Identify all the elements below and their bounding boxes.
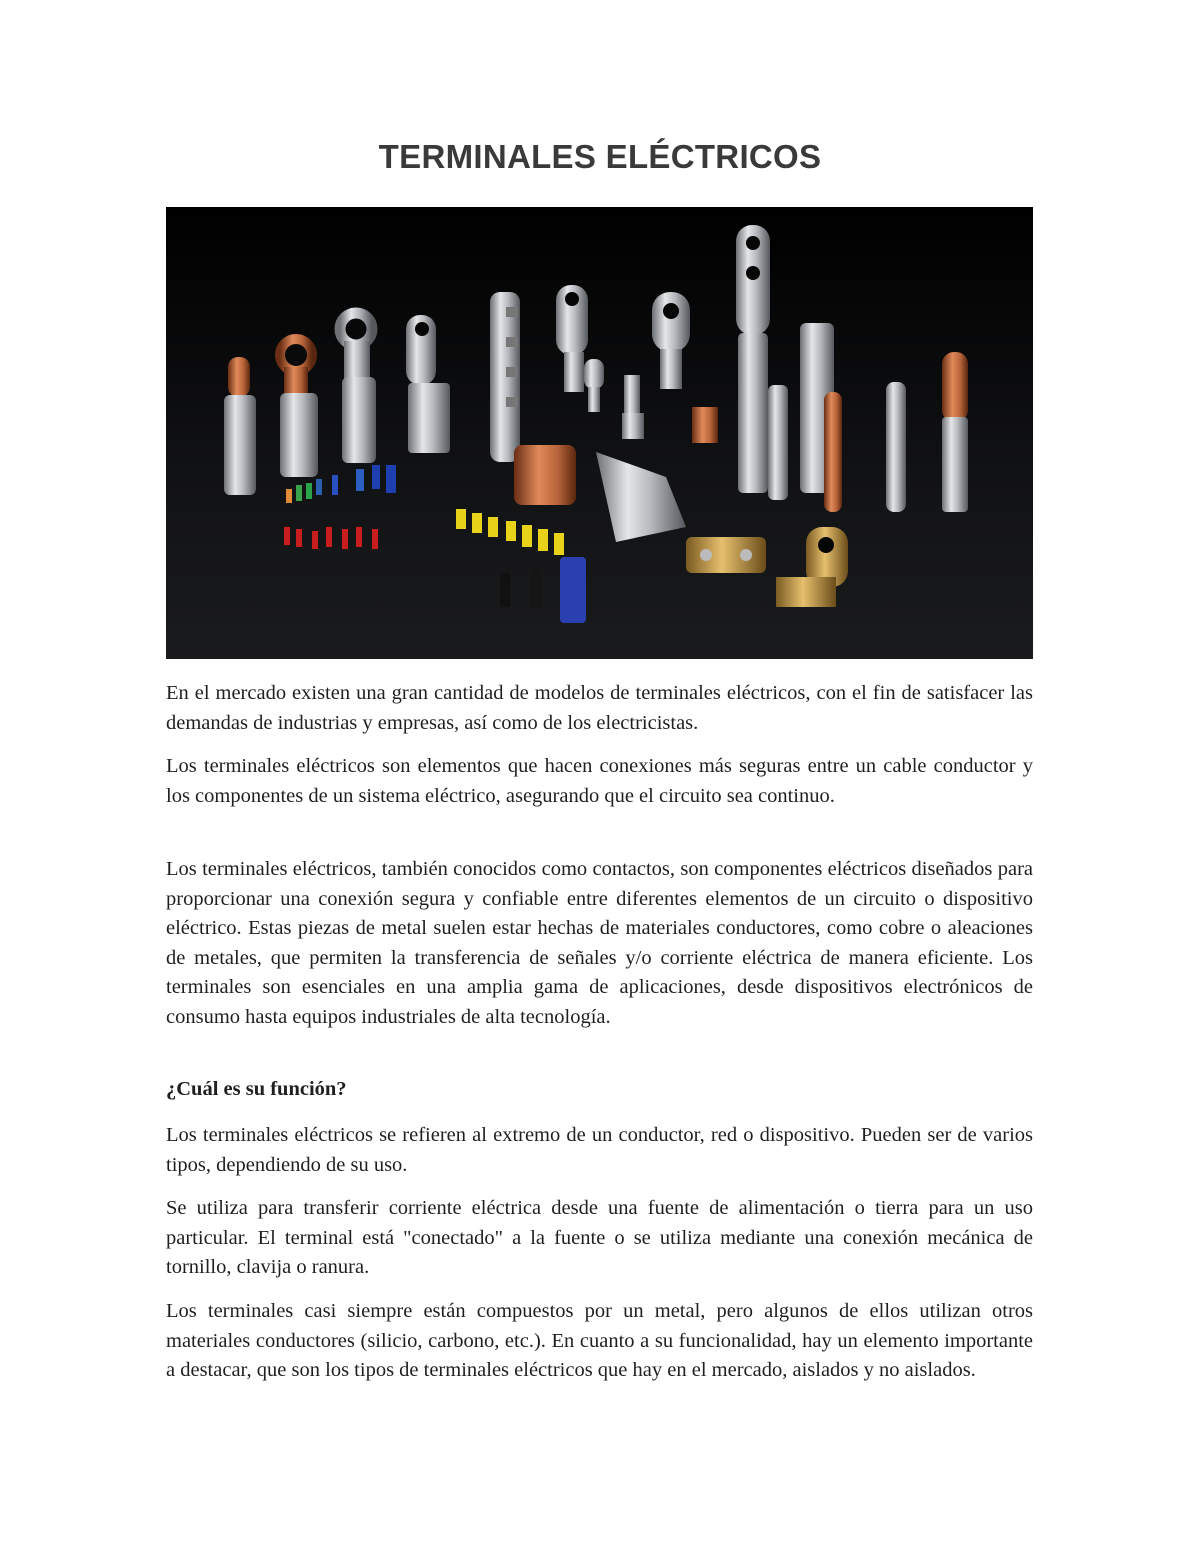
two-hole-lug [736,225,770,493]
section-heading: ¿Cuál es su función? [166,1078,347,1100]
copper-c-clamp [514,445,576,505]
function-paragraph-1: Los terminales eléctricos se refieren al extremo de un conductor, red o dispositivo. Pueden ser de varios tipos, dependiendo de su uso. [166,1124,1033,1176]
copper-pin [824,392,842,512]
definition-paragraph: Los terminales eléctricos son elementos que hacen conexiones más seguras entre un cable conductor y los componentes de un sistema eléctrico, asegurando que el circuito sea continuo. [166,755,1033,807]
split-connector [490,292,520,462]
electrical-terminals-photo [166,207,1033,659]
small-sleeve [768,385,788,500]
bimetal-pin-right [942,352,968,512]
description-paragraph: Los terminales eléctricos, también conocidos como contactos, son componentes eléctricos diseñados para proporcionar una conexión segura y confiable entre diferentes elementos de un circuito o dispositivo eléctrico. Estas piezas de metal suelen estar hechas de materiales conductores, como cobre o aleaciones de metales, que permiten la transferencia de señales y/o corriente eléctrica de manera eficiente. Los terminales son esenciales en una amplia gama de aplicaciones, desde dispositivos electrónicos de consumo hasta equipos industriales de alta tecnología. [166,858,1033,1028]
intro-paragraph: En el mercado existen una gran cantidad de modelos de terminales eléctricos, con el fin de satisfacer las demandas de industrias y empresas, así como de los electricistas. [166,682,1033,734]
function-paragraph-2: Se utiliza para transferir corriente eléctrica desde una fuente de alimentación o tierra para un uso particular. El terminal está "conectado" a la fuente o se utiliza mediante una conexión mecánica de tornillo, clavija o ranura. [166,1197,1033,1278]
page-title: TERMINALES ELÉCTRICOS [378,138,822,175]
aluminum-pin [886,382,906,512]
function-paragraph-3: Los terminales casi siempre están compuestos por un metal, pero algunos de ellos utilizan otros materiales conductores (silicio, carbono, etc.). En cuanto a su funcionalidad, hay un elemento importante a destacar, que son los tipos de terminales eléctricos que hay en el mercado, aislados y no aislados. [166,1300,1033,1381]
brass-clamp [686,537,766,573]
